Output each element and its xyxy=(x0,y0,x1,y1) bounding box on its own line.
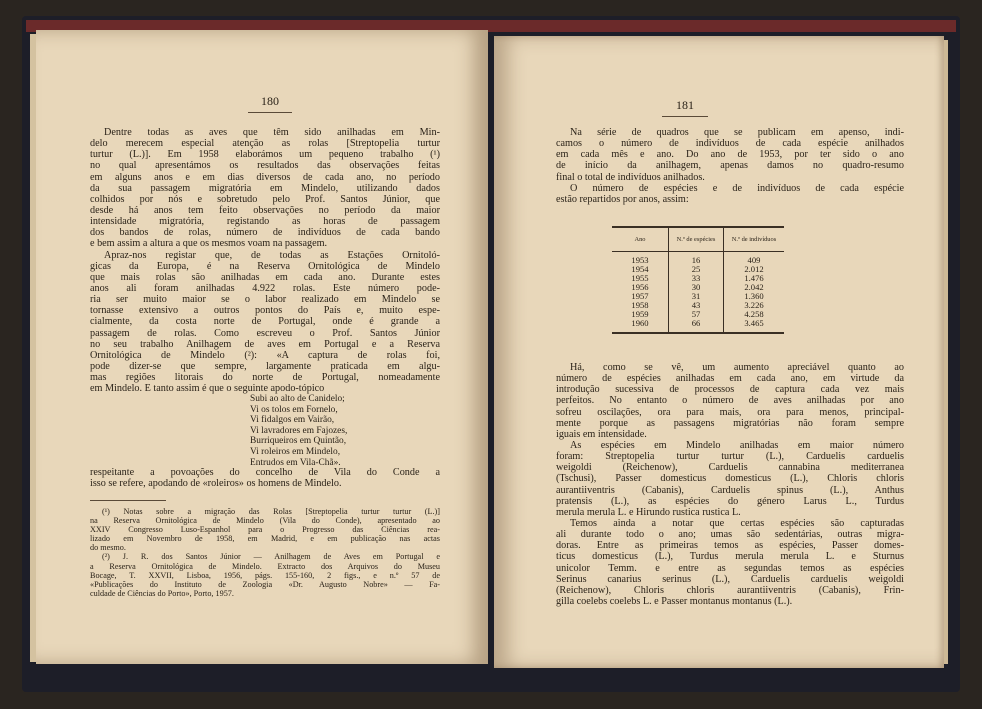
cell-individuals-count: 3.465 xyxy=(724,319,785,333)
text-line: Serinus canarius serinus (L.), Carduelis carduelis weigoldi xyxy=(556,573,904,585)
text-line: respeitante a povoações do concelho de Vila do Conde a xyxy=(90,467,440,478)
table-header-species: N.º de espécies xyxy=(669,227,724,252)
cell-species-count: 25 xyxy=(669,265,724,274)
text-line: em cada mês e ano. Do ano de 1953, por ter sido o ano xyxy=(556,149,904,161)
text-line: pratensis (L.), as espécies do género Larus L., Turdus xyxy=(556,495,904,507)
right-body-text xyxy=(556,362,904,607)
text-line: intensidade migratória, registando as horas de passagem xyxy=(90,216,440,228)
footnote-line: culdade de Ciências do Porto», Porto, 1957. xyxy=(90,588,234,598)
cell-individuals-count: 3.226 xyxy=(744,300,764,310)
text-line: que mais rolas são anilhadas em cada ano. Durante estes xyxy=(90,271,440,283)
right-page xyxy=(494,36,944,668)
cell-year: 1956 xyxy=(612,283,669,292)
footnote-line: «Publicações do Instituto de Zoologia «Dr. Augusto Nobre» — Fa- xyxy=(90,579,440,589)
text-line: gicas da Europa, é na Reserva Ornitológica de Mindelo xyxy=(90,260,440,272)
text-line: tornasse extensivo a outros pontos do País e, muito espe- xyxy=(90,305,440,317)
text-line: da sua passagem migratória em Mindelo, utilizando dados xyxy=(90,182,440,194)
left-page xyxy=(36,30,488,664)
text-line: aurantiiventris (Cabanis), Carduelis spinus (L.), Anthus xyxy=(556,484,904,496)
text-line: Na série de quadros que se publicam em apenso, indi- xyxy=(570,127,904,138)
text-line: isso se refere, apodando de «roleiros» os homens de Mindelo. xyxy=(90,478,342,490)
page-number-left: 180 xyxy=(261,94,279,108)
footnote-line: na Reserva Ornitológica de Mindelo (Vila do Conde), apresentado ao xyxy=(90,516,440,526)
text-line: no seu trabalho Anilhagem de aves em Portugal e a Reserva xyxy=(90,338,440,350)
header-rule-right xyxy=(662,116,708,117)
text-line: merula merula L. e Hirundo rustica rustica L. xyxy=(556,506,741,518)
cell-species-count: 31 xyxy=(669,292,724,301)
text-line: no qual apresentámos os resultados das observações feitas xyxy=(90,160,440,172)
text-line: desde há anos tem feito observações no período da maior xyxy=(90,204,440,216)
text-line: gilla coelebs coelebs L. e Passer montanus montanus (L.). xyxy=(556,595,793,607)
text-line: de início da anilhagem, apenas damos no quadro-resumo xyxy=(556,160,904,172)
text-line: As espécies em Mindelo anilhadas em maior número xyxy=(570,439,904,451)
text-line: em Mindelo. E tanto assim é que o seguinte apodo-tópico xyxy=(90,383,325,395)
text-line: dos bandos de rolas, número de indivíduos de cada bando xyxy=(90,227,440,239)
text-line: passagem de rolas. Como escreveu o Prof. Santos Júnior xyxy=(90,327,440,339)
cell-year: 1953 xyxy=(612,252,669,266)
footnote-line: lizado em Novembro de 1958, em Madrid, e em publicação nas actas xyxy=(90,534,440,544)
table-row xyxy=(612,252,784,266)
text-line: anos ali foram anilhadas 4.922 rolas. Este número pode- xyxy=(90,282,440,294)
text-line: número de espécies anilhadas em cada ano, em virtude da xyxy=(556,373,904,385)
text-line: mas regiões litorais do norte de Portugal, nomeadamente xyxy=(90,372,440,384)
text-line: mente porque as passagens migratórias não foram sempre xyxy=(556,417,904,429)
text-line: Há, como se vê, um aumento apreciável quanto ao xyxy=(570,362,904,373)
table-row xyxy=(612,319,784,333)
text-line: introdução sucessiva de processos de captura cada vez mais xyxy=(556,384,904,396)
page-number-right: 181 xyxy=(676,98,694,112)
verse-line: Vi roleiros em Mindelo, xyxy=(250,446,341,457)
text-line: perfeitos. No entanto o número de aves anilhadas por ano xyxy=(556,395,904,407)
text-line: unicolor Temm. e entre as segundas temos as espécies xyxy=(556,562,904,574)
header-rule-left xyxy=(248,112,292,113)
text-line: ticus domesticus (L.), Turdus merula merula L. e Sturnus xyxy=(556,551,904,563)
verse-line: Vi fidalgos em Vairão, xyxy=(250,415,335,426)
text-line: Temos ainda a notar que certas espécies são capturadas xyxy=(570,517,904,529)
text-line: Dentre todas as aves que têm sido anilhadas em Min- xyxy=(104,127,440,138)
text-line: foram: Streptopelia turtur turtur (L.), Carduelis carduelis xyxy=(556,451,904,463)
left-body-text xyxy=(90,127,440,394)
cell-individuals-count: 409 xyxy=(747,255,761,265)
text-line: ali durante todo o ano; umas são sedentárias, outras migra- xyxy=(556,529,904,541)
text-line: turtur (L.)]. Em 1958 elaborámos um pequeno trabalho (¹) xyxy=(90,149,440,161)
footnote-line: (¹) Notas sobre a migração das Rolas [Streptopelia turtur turtur (L.)] xyxy=(102,507,440,516)
left-body-text-continued xyxy=(90,467,440,489)
text-line: delo merecem especial atenção as rolas [Streptopelia turtur xyxy=(90,138,440,150)
cell-species-count: 57 xyxy=(669,310,724,319)
cell-species-count: 33 xyxy=(669,274,724,283)
text-line: final o total de indivíduos anilhados. xyxy=(556,171,705,183)
text-line: doras. Entre as primeiras temos as espécies, Passer domes- xyxy=(556,540,904,552)
text-line: e bem assim a altura a que os mesmos voam na passagem. xyxy=(90,238,328,250)
footnote-line: Bocage, T. XXVII, Lisboa, 1956, págs. 155-160, 2 figs., e n.º 57 de xyxy=(90,570,440,580)
text-line: (Reichenow), Chloris chloris aurantiiventris (Cabanis), Frin- xyxy=(556,584,904,596)
species-per-year-table xyxy=(612,226,784,334)
footnotes xyxy=(90,507,440,598)
cell-year: 1958 xyxy=(612,301,669,310)
text-line: ria ser muito maior se o labor realizado em Mindelo se xyxy=(90,294,440,306)
cell-year: 1957 xyxy=(612,292,669,301)
text-line: colhidos por nós e sobretudo pelo Prof. Santos Júnior, que xyxy=(90,193,440,205)
footnote-line: a Reserva Ornitológica de Mindelo. Extracto dos Arquivos do Museu xyxy=(90,561,440,571)
table-header-year: Ano xyxy=(612,227,669,252)
verse-line: Vi os tolos em Fornelo, xyxy=(250,404,338,415)
verse-line: Vi lavradores em Fajozes, xyxy=(250,425,348,436)
right-intro-text xyxy=(556,127,904,205)
text-line: O número de espécies e de indivíduos de cada espécie xyxy=(570,182,904,194)
text-line: weigoldi (Reichenow), Carduelis cannabina mediterranea xyxy=(556,462,904,474)
cell-species-count: 16 xyxy=(669,252,724,266)
footnote-line: do mesmo. xyxy=(90,543,126,553)
text-line: iguais em intensidade. xyxy=(556,428,647,440)
text-line: Apraz-nos registar que, de todas as Estações Ornitoló- xyxy=(104,249,440,261)
cell-individuals-count: 1.360 xyxy=(744,291,764,301)
verse-line: Burriqueiros em Quintão, xyxy=(250,436,347,447)
footnote-rule xyxy=(90,500,166,501)
table-header-individuals: N.º de indivíduos xyxy=(724,227,785,252)
text-line: camos o número de indivíduos de cada espécie anilhados xyxy=(556,138,904,150)
verse-line: Entrudos em Vila-Chã». xyxy=(250,457,341,468)
cell-year: 1955 xyxy=(612,274,669,283)
verse-line: Subi ao alto de Canidelo; xyxy=(250,394,345,404)
cell-species-count: 43 xyxy=(669,301,724,310)
folk-verse xyxy=(250,394,347,468)
cell-individuals-count: 2.042 xyxy=(744,282,764,292)
text-line: Ornitológica de Mindelo (²): «A captura de rolas foi, xyxy=(90,349,440,361)
footnote-line: (²) J. R. dos Santos Júnior — Anilhagem de Aves em Portugal e xyxy=(102,552,440,562)
text-line: sofreu oscilações, ora para mais, ora para menos, principal- xyxy=(556,406,904,418)
text-line: estão repartidos por anos, assim: xyxy=(556,193,689,205)
cell-year: 1960 xyxy=(612,319,669,333)
cell-year: 1954 xyxy=(612,265,669,274)
cell-year: 1959 xyxy=(612,310,669,319)
text-line: pode dizer-se que sempre, largamente praticada em algu- xyxy=(90,360,440,372)
cell-individuals-count: 1.476 xyxy=(744,273,764,283)
footnote-line: XXIV Congresso Luso-Espanhol para o Progresso das Ciências rea- xyxy=(90,525,440,535)
cell-species-count: 66 xyxy=(669,319,724,333)
text-line: em alguns anos e em dias diversos de cada ano, no período xyxy=(90,171,440,183)
text-line: (Tschusi), Passer domesticus domesticus (L.), Chloris chloris xyxy=(556,473,904,485)
cell-species-count: 30 xyxy=(669,283,724,292)
cell-individuals-count: 2.012 xyxy=(744,264,764,274)
text-line: cialmente, da costa norte de Portugal, onde é grande a xyxy=(90,316,440,328)
cell-individuals-count: 4.258 xyxy=(744,309,764,319)
